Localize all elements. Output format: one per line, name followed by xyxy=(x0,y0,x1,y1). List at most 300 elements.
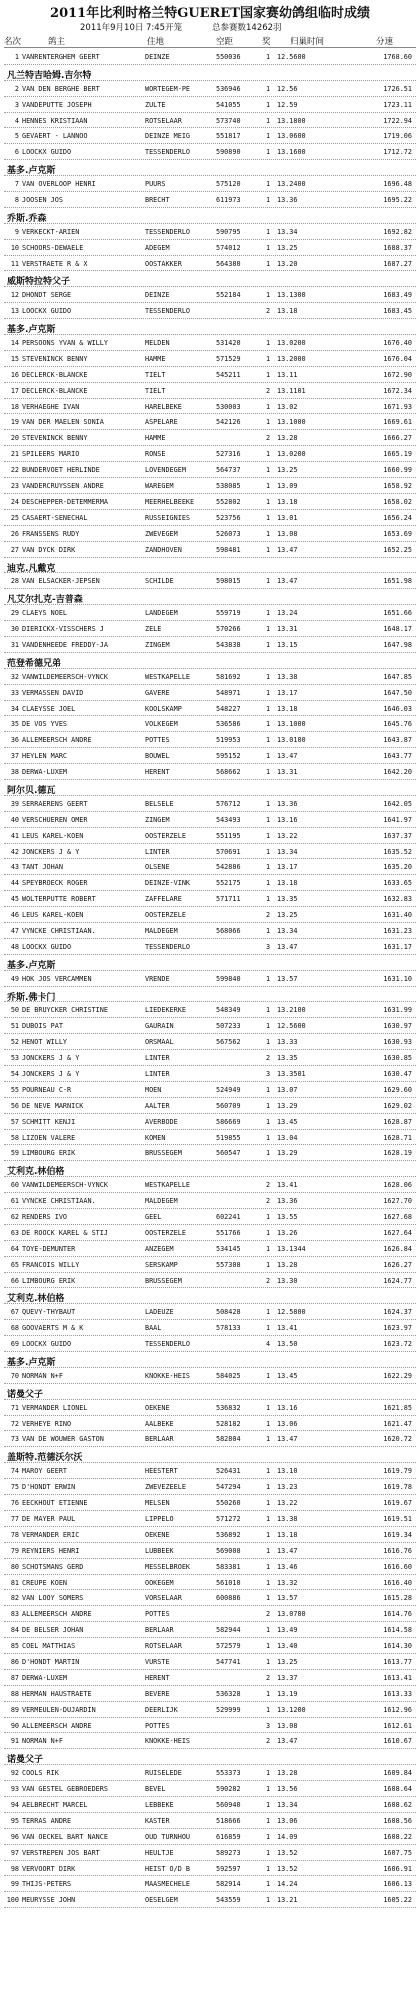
owner-cell: D'HONDT ERWIN xyxy=(22,1483,76,1492)
speed-cell: 1658.92 xyxy=(383,482,412,491)
place-cell: ZELE xyxy=(145,625,162,634)
table-row xyxy=(0,1368,420,1384)
rank-cell: 49 xyxy=(10,974,19,983)
rank-cell: 76 xyxy=(10,1499,19,1508)
prize-cell: 1 xyxy=(265,1022,271,1031)
prize-cell: 1 xyxy=(265,1101,271,1110)
table-row xyxy=(0,510,420,526)
place-cell: WAREGEM xyxy=(145,482,174,491)
time-cell: 13.35 xyxy=(277,1054,298,1063)
prize-cell: 1 xyxy=(265,1816,271,1825)
time-cell: 12.5600 xyxy=(277,53,306,61)
table-header xyxy=(0,34,420,47)
owner-cell: CLAEYSSE JOEL xyxy=(22,704,76,713)
table-row xyxy=(0,542,420,558)
place-cell: AVERBODE xyxy=(145,1117,178,1126)
distance-cell: 590795 xyxy=(216,227,241,236)
time-cell: 13.35 xyxy=(277,895,298,904)
table-row xyxy=(0,1273,420,1289)
distance-cell: 583381 xyxy=(216,1562,241,1571)
place-cell: AALBEKE xyxy=(145,1419,174,1428)
table-row xyxy=(0,383,420,399)
table-row xyxy=(0,1765,420,1781)
prize-cell: 1 xyxy=(265,1562,271,1571)
rank-cell: 34 xyxy=(10,704,19,713)
owner-cell: WOLTERPUTTE ROBERT xyxy=(22,895,96,904)
table-row xyxy=(0,1145,420,1161)
owner-cell: EECKHOUT ETIENNE xyxy=(22,1499,88,1508)
prize-cell: 1 xyxy=(265,1435,271,1444)
place-cell: WORTEGEM-PE xyxy=(145,84,191,93)
table-row xyxy=(0,1320,420,1336)
report-title: 2011年比利时格兰特GUERET国家赛幼鸽组临时成绩 xyxy=(50,6,370,21)
distance-cell: 592597 xyxy=(216,1864,241,1873)
time-cell: 13.47 xyxy=(277,545,298,554)
speed-cell: 1642.05 xyxy=(383,799,412,808)
owner-cell: COOLS RIK xyxy=(22,1769,59,1778)
prize-cell: 1 xyxy=(265,1864,271,1873)
table-row xyxy=(0,1463,420,1479)
section-label: 基多.卢克斯 xyxy=(7,166,56,177)
prize-cell: 1 xyxy=(265,1149,271,1158)
owner-cell: BUNDERVOET HERLINDE xyxy=(22,466,100,475)
table-row xyxy=(0,1702,420,1718)
speed-cell: 1647.98 xyxy=(383,640,412,649)
owner-cell: THIJS-PETERS xyxy=(22,1880,72,1889)
table-row xyxy=(0,1845,420,1861)
table-row xyxy=(0,685,420,701)
speed-cell: 1609.84 xyxy=(383,1769,412,1778)
place-cell: LINTER xyxy=(145,1054,170,1063)
table-row xyxy=(0,1654,420,1670)
rank-cell: 95 xyxy=(10,1816,19,1825)
place-cell: KNOKKE-HEIS xyxy=(145,1371,191,1380)
rank-cell: 58 xyxy=(10,1133,19,1142)
place-cell: TESSENDERLO xyxy=(145,942,191,951)
rank-cell: 48 xyxy=(10,942,19,951)
speed-cell: 1616.60 xyxy=(383,1562,412,1571)
speed-cell: 1622.29 xyxy=(383,1371,412,1380)
distance-cell: 578133 xyxy=(216,1324,241,1333)
speed-cell: 1646.03 xyxy=(383,704,412,713)
table-row xyxy=(0,335,420,351)
distance-cell: 545211 xyxy=(216,370,241,379)
prize-cell: 1 xyxy=(265,1403,271,1412)
table-row xyxy=(0,144,420,160)
speed-cell: 1606.91 xyxy=(383,1864,412,1873)
owner-cell: MEURYSSE JOHN xyxy=(22,1896,76,1905)
rank-cell: 54 xyxy=(10,1070,19,1078)
rank-cell: 78 xyxy=(10,1530,19,1539)
prize-cell: 1 xyxy=(265,497,271,506)
distance-cell: 598481 xyxy=(216,545,241,554)
distance-cell: 536328 xyxy=(216,1689,241,1698)
owner-cell: HENOT WILLY xyxy=(22,1038,68,1047)
owner-cell: VERHEYE RINO xyxy=(22,1419,72,1428)
table-row xyxy=(0,1638,420,1654)
section-label: 迪克.凡戴克 xyxy=(7,563,56,574)
speed-cell: 1623.97 xyxy=(383,1324,412,1333)
rank-cell: 81 xyxy=(10,1578,19,1587)
place-cell: DEINZE xyxy=(145,53,170,61)
table-row xyxy=(0,1479,420,1495)
distance-cell: 548227 xyxy=(216,704,241,713)
speed-cell: 1630.85 xyxy=(383,1054,412,1063)
prize-cell: 1 xyxy=(265,1483,271,1492)
speed-cell: 1630.97 xyxy=(383,1022,412,1031)
prize-cell: 1 xyxy=(265,1324,271,1333)
owner-cell: LOOCKX GUIDO xyxy=(22,148,72,157)
speed-cell: 1637.37 xyxy=(383,831,412,840)
place-cell: RUISELEDE xyxy=(145,1769,182,1778)
distance-cell: 586669 xyxy=(216,1117,241,1126)
time-cell: 13.21 xyxy=(277,1896,298,1905)
place-cell: OOSTAKKER xyxy=(145,259,182,268)
owner-cell: SCHMITT KENJI xyxy=(22,1117,76,1126)
rank-cell: 36 xyxy=(10,736,19,745)
time-cell: 13.17 xyxy=(277,863,298,872)
prize-cell: 1 xyxy=(265,1117,271,1126)
owner-cell: VAN GESTEL GEBROEDERS xyxy=(22,1785,108,1794)
place-cell: DEERLIJK xyxy=(145,1705,178,1714)
owner-cell: JONCKERS J & Y xyxy=(22,847,80,856)
table-row xyxy=(0,1797,420,1813)
time-cell: 13.1800 xyxy=(277,116,306,125)
table-row xyxy=(0,287,420,303)
prize-cell: 1 xyxy=(265,1705,271,1714)
prize-cell: 1 xyxy=(265,1546,271,1555)
table-row xyxy=(0,939,420,955)
table-row xyxy=(0,1813,420,1829)
owner-cell: DE ROOCK KAREL & STIJ xyxy=(22,1228,108,1237)
table-row xyxy=(0,494,420,510)
speed-cell: 1620.72 xyxy=(383,1435,412,1444)
place-cell: ROTSELAAR xyxy=(145,116,182,125)
table-row xyxy=(0,1066,420,1082)
table-row xyxy=(0,923,420,939)
prize-cell: 1 xyxy=(265,1371,271,1380)
distance-cell: 574012 xyxy=(216,243,241,252)
prize-cell: 2 xyxy=(265,1610,271,1619)
place-cell: HAMME xyxy=(145,434,166,443)
table-row xyxy=(0,446,420,462)
time-cell: 13.46 xyxy=(277,1562,298,1571)
distance-cell: 584025 xyxy=(216,1371,241,1380)
place-cell: POTTES xyxy=(145,736,170,745)
speed-cell: 1614.58 xyxy=(383,1626,412,1635)
speed-cell: 1628.71 xyxy=(383,1133,412,1142)
speed-cell: 1619.67 xyxy=(383,1499,412,1508)
prize-cell: 1 xyxy=(265,529,271,538)
speed-cell: 1612.96 xyxy=(383,1705,412,1714)
owner-cell: VAN OVERLOOP HENRI xyxy=(22,180,96,189)
speed-cell: 1619.79 xyxy=(383,1467,412,1476)
prize-cell: 2 xyxy=(265,1673,271,1682)
table-row xyxy=(0,81,420,97)
prize-cell: 1 xyxy=(265,1880,271,1889)
rank-cell: 97 xyxy=(10,1848,19,1857)
place-cell: TESSENDERLO xyxy=(145,227,191,236)
table-row xyxy=(0,1718,420,1734)
place-cell: BEVERE xyxy=(145,1689,170,1698)
place-cell: MOEN xyxy=(145,1085,162,1094)
time-cell: 13.18 xyxy=(277,307,298,316)
section-label-row xyxy=(0,271,420,287)
place-cell: ZINGEM xyxy=(145,640,170,649)
speed-cell: 1624.37 xyxy=(383,1308,412,1317)
table-row xyxy=(0,1527,420,1543)
time-cell: 13.19 xyxy=(277,1689,298,1698)
place-cell: KNOKKE-HEIS xyxy=(145,1737,191,1746)
distance-cell: 553373 xyxy=(216,1769,241,1778)
place-cell: OOSTERZELE xyxy=(145,831,186,840)
place-cell: LUBBEEK xyxy=(145,1546,174,1555)
owner-cell: STEVENINCK BENNY xyxy=(22,434,88,443)
distance-cell: 543493 xyxy=(216,815,241,824)
rank-cell: 32 xyxy=(10,672,19,681)
owner-cell: SPILEERS MARIO xyxy=(22,450,80,459)
table-row xyxy=(0,701,420,717)
prize-cell: 1 xyxy=(265,1896,271,1905)
rank-cell: 53 xyxy=(10,1054,19,1063)
table-row xyxy=(0,669,420,685)
rank-cell: 82 xyxy=(10,1594,19,1603)
table-row xyxy=(0,812,420,828)
time-cell: 13.36 xyxy=(277,196,298,205)
table-row xyxy=(0,1622,420,1638)
distance-cell: 551817 xyxy=(216,132,241,141)
prize-cell: 1 xyxy=(265,132,271,141)
rank-cell: 22 xyxy=(10,466,19,475)
distance-cell: 571272 xyxy=(216,1514,241,1523)
time-cell: 13.1344 xyxy=(277,1244,306,1253)
table-row xyxy=(0,828,420,844)
distance-cell: 616859 xyxy=(216,1832,241,1841)
owner-cell: MAROY GEERT xyxy=(22,1467,68,1476)
speed-cell: 1726.51 xyxy=(383,84,412,93)
distance-cell: 527316 xyxy=(216,450,241,459)
place-cell: LINTER xyxy=(145,1070,170,1078)
table-row xyxy=(0,621,420,637)
distance-cell: 548349 xyxy=(216,1006,241,1015)
distance-cell: 581692 xyxy=(216,672,241,681)
header-speed: 分速 xyxy=(376,37,394,47)
prize-cell: 1 xyxy=(265,402,271,411)
owner-cell: HEYLEN MARC xyxy=(22,752,68,761)
table-row xyxy=(0,891,420,907)
place-cell: TESSENDERLO xyxy=(145,1340,191,1349)
section-label-row xyxy=(0,1352,420,1368)
speed-cell: 1645.76 xyxy=(383,720,412,729)
time-cell: 13.1000 xyxy=(277,418,306,427)
distance-cell: 599840 xyxy=(216,974,241,983)
prize-cell: 1 xyxy=(265,1848,271,1857)
owner-cell: VANWILDEMEERSCH-VYNCK xyxy=(22,672,108,681)
time-cell: 13.18 xyxy=(277,879,298,888)
distance-cell: 571711 xyxy=(216,895,241,904)
rank-cell: 45 xyxy=(10,895,19,904)
owner-cell: HOK JOS VERCAMMEN xyxy=(22,974,92,983)
speed-cell: 1643.77 xyxy=(383,752,412,761)
time-cell: 13.18 xyxy=(277,1530,298,1539)
table-row xyxy=(0,637,420,653)
time-cell: 13.34 xyxy=(277,847,298,856)
place-cell: MALDEGEM xyxy=(145,1197,178,1206)
prize-cell: 2 xyxy=(265,307,271,316)
rank-cell: 57 xyxy=(10,1117,19,1126)
time-cell: 14.09 xyxy=(277,1832,298,1841)
speed-cell: 1641.97 xyxy=(383,815,412,824)
speed-cell: 1614.30 xyxy=(383,1642,412,1651)
speed-cell: 1613.33 xyxy=(383,1689,412,1698)
table-row xyxy=(0,1177,420,1193)
rank-cell: 77 xyxy=(10,1514,19,1523)
owner-cell: ALLEMEERSCH ANDRE xyxy=(22,1610,92,1619)
distance-cell: 560940 xyxy=(216,1800,241,1809)
speed-cell: 1606.13 xyxy=(383,1880,412,1889)
owner-cell: GOOVAERTS M & K xyxy=(22,1324,84,1333)
speed-cell: 1631.10 xyxy=(383,974,412,983)
place-cell: OEKENE xyxy=(145,1403,170,1412)
prize-cell: 1 xyxy=(265,1642,271,1651)
rank-cell: 51 xyxy=(10,1022,19,1031)
place-cell: LADEUZE xyxy=(145,1308,174,1317)
section-label-row xyxy=(0,160,420,176)
owner-cell: VERMEULEN-DUJARDIN xyxy=(22,1705,96,1714)
time-cell: 13.28 xyxy=(277,1260,298,1269)
time-cell: 13.31 xyxy=(277,768,298,777)
distance-cell: 602241 xyxy=(216,1213,241,1222)
speed-cell: 1712.72 xyxy=(383,148,412,157)
speed-cell: 1631.23 xyxy=(383,926,412,935)
speed-cell: 1615.28 xyxy=(383,1594,412,1603)
table-row xyxy=(0,1336,420,1352)
rank-cell: 10 xyxy=(10,243,19,252)
section-label-row xyxy=(0,1288,420,1304)
prize-cell: 1 xyxy=(265,180,271,189)
prize-cell: 1 xyxy=(265,704,271,713)
rank-cell: 94 xyxy=(10,1800,19,1809)
owner-cell: DE VOS YVES xyxy=(22,720,68,729)
speed-cell: 1616.76 xyxy=(383,1546,412,1555)
rank-cell: 89 xyxy=(10,1705,19,1714)
section-label: 威斯特拉特父子 xyxy=(7,277,71,288)
rank-cell: 40 xyxy=(10,815,19,824)
owner-cell: VANWILDEMEERSCH-VYNCK xyxy=(22,1181,108,1190)
place-cell: OOSTERZELE xyxy=(145,1228,186,1237)
prize-cell: 1 xyxy=(265,688,271,697)
prize-cell: 2 xyxy=(265,1737,271,1746)
section-label-row xyxy=(0,653,420,669)
time-cell: 13.16 xyxy=(277,815,298,824)
prize-cell: 1 xyxy=(265,1419,271,1428)
place-cell: TESSENDERLO xyxy=(145,148,191,157)
table-row xyxy=(0,430,420,446)
table-row xyxy=(0,1209,420,1225)
distance-cell: 564380 xyxy=(216,259,241,268)
distance-cell: 542886 xyxy=(216,863,241,872)
place-cell: ADEGEM xyxy=(145,243,170,252)
table-row xyxy=(0,1670,420,1686)
rank-cell: 83 xyxy=(10,1610,19,1619)
speed-cell: 1692.82 xyxy=(383,227,412,236)
time-cell: 13.15 xyxy=(277,640,298,649)
distance-cell: 536946 xyxy=(216,84,241,93)
rank-cell: 50 xyxy=(10,1006,19,1015)
time-cell: 13.2100 xyxy=(277,1006,306,1015)
rank-cell: 66 xyxy=(10,1276,19,1285)
prize-cell: 1 xyxy=(265,1832,271,1841)
section-label-row xyxy=(0,589,420,605)
rank-cell: 87 xyxy=(10,1673,19,1682)
prize-cell: 1 xyxy=(265,895,271,904)
place-cell: HEESTERT xyxy=(145,1467,178,1476)
prize-cell: 1 xyxy=(265,1594,271,1603)
speed-cell: 1665.19 xyxy=(383,450,412,459)
distance-cell: 519855 xyxy=(216,1133,241,1142)
section-label-row xyxy=(0,1447,420,1463)
rank-cell: 35 xyxy=(10,720,19,729)
time-cell: 12.59 xyxy=(277,100,298,109)
table-row xyxy=(0,1114,420,1130)
owner-cell: RENDERS IVO xyxy=(22,1213,68,1222)
place-cell: LINTER xyxy=(145,847,170,856)
speed-cell: 1687.27 xyxy=(383,259,412,268)
time-cell: 13.25 xyxy=(277,466,298,475)
speed-cell: 1605.22 xyxy=(383,1896,412,1905)
speed-cell: 1652.25 xyxy=(383,545,412,554)
table-row xyxy=(0,1400,420,1416)
place-cell: ORSMAAL xyxy=(145,1038,174,1047)
rank-cell: 6 xyxy=(14,148,19,157)
prize-cell: 1 xyxy=(265,736,271,745)
prize-cell: 1 xyxy=(265,1657,271,1666)
prize-cell: 1 xyxy=(265,799,271,808)
place-cell: VURSTE xyxy=(145,1657,170,1666)
speed-cell: 1628.87 xyxy=(383,1117,412,1126)
table-row xyxy=(0,1050,420,1066)
section-label: 基多.卢克斯 xyxy=(7,960,56,971)
owner-cell: QUEVY-THYBAUT xyxy=(22,1308,76,1317)
owner-cell: CASAERT-SENECHAL xyxy=(22,513,88,522)
table-row xyxy=(0,526,420,542)
owner-cell: JONCKERS J & Y xyxy=(22,1070,80,1078)
place-cell: KOMEN xyxy=(145,1133,166,1142)
distance-cell: 543838 xyxy=(216,640,241,649)
table-row xyxy=(0,907,420,923)
time-cell: 13.25 xyxy=(277,1657,298,1666)
distance-cell: 538085 xyxy=(216,482,241,491)
place-cell: HAMME xyxy=(145,354,166,363)
prize-cell: 1 xyxy=(265,1514,271,1523)
time-cell: 13.28 xyxy=(277,434,298,443)
speed-cell: 1627.64 xyxy=(383,1228,412,1237)
section-label-row xyxy=(0,955,420,971)
owner-cell: FRANSSENS RUDY xyxy=(22,529,80,538)
rank-cell: 46 xyxy=(10,911,19,920)
rank-cell: 19 xyxy=(10,418,19,427)
owner-cell: CLAEYS NOEL xyxy=(22,609,68,618)
table-row xyxy=(0,462,420,478)
place-cell: RUSSEIGNIES xyxy=(145,513,191,522)
place-cell: POTTES xyxy=(145,1721,170,1730)
table-row xyxy=(0,1193,420,1209)
speed-cell: 1672.34 xyxy=(383,386,412,395)
prize-cell: 1 xyxy=(265,1260,271,1269)
section-label-row xyxy=(0,208,420,224)
table-row xyxy=(0,478,420,494)
distance-cell: 528182 xyxy=(216,1419,241,1428)
